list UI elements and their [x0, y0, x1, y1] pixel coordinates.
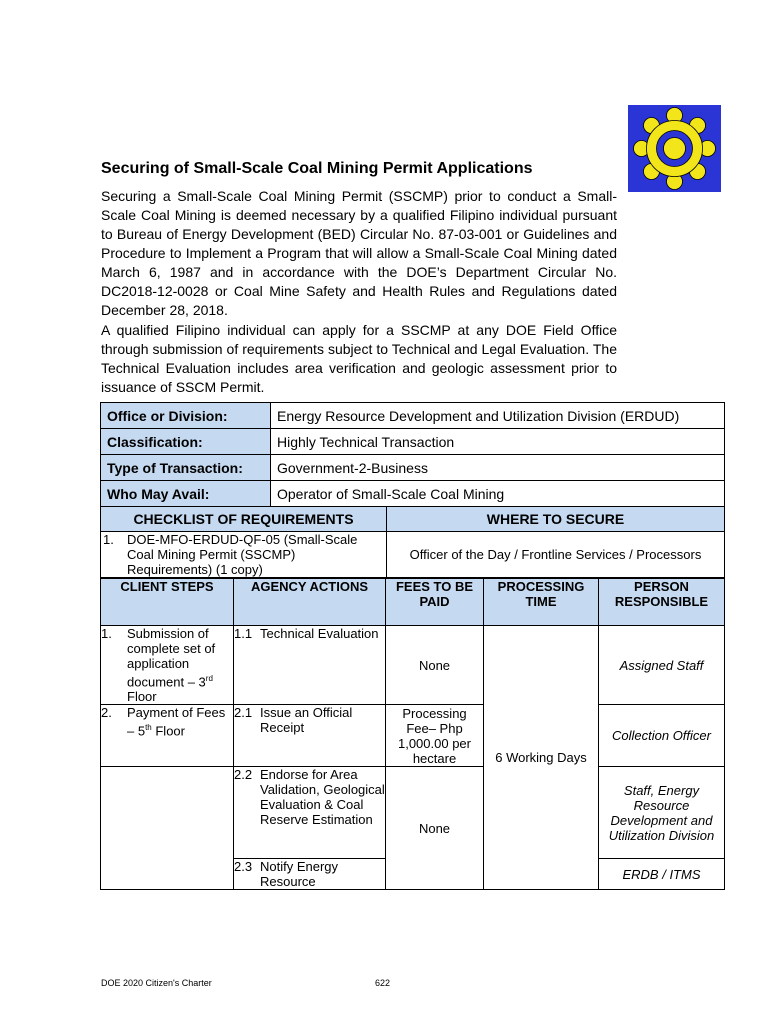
info-row-type — [101, 455, 725, 481]
person-responsible-header: PERSON RESPONSIBLE — [599, 579, 725, 626]
action-number: 2.2 — [234, 767, 253, 783]
action-text: Endorse for Area Validation, Geological Evaluation & Coal Reserve Estimation — [260, 767, 385, 828]
type-label: Type of Transaction: — [101, 455, 271, 481]
agency-action-2-3 — [234, 859, 386, 890]
footer-charter-name: DOE 2020 Citizen's Charter — [101, 978, 212, 988]
classification-value: Highly Technical Transaction — [271, 429, 725, 455]
action-text: Issue an Official Receipt — [260, 705, 353, 736]
where-to-secure: Officer of the Day / Frontline Services / Processors — [387, 532, 725, 578]
footer-page-number: 622 — [375, 978, 391, 988]
step-sup: th — [145, 723, 152, 733]
table-row — [101, 532, 725, 578]
agency-action-2-1 — [234, 705, 386, 767]
processing-time-header: PROCESSING TIME — [484, 579, 599, 626]
action-number: 1.1 — [234, 626, 253, 641]
doe-seal-icon — [628, 105, 721, 192]
who-value: Operator of Small-Scale Coal Mining — [271, 481, 725, 507]
client-step-1 — [101, 626, 234, 705]
step-number: 2. — [101, 705, 112, 721]
who-label: Who May Avail: — [101, 481, 271, 507]
step-tail: Floor — [151, 723, 185, 739]
fee-3: None — [386, 767, 484, 890]
page-title: Securing of Small-Scale Coal Mining Permit Applications — [101, 160, 533, 177]
table-row — [101, 626, 725, 705]
processing-time: 6 Working Days — [484, 626, 599, 890]
checklist-header: CHECKLIST OF REQUIREMENTS — [101, 507, 387, 532]
client-steps-header: CLIENT STEPS — [101, 579, 234, 626]
person-1: Assigned Staff — [599, 626, 725, 705]
office-label: Office or Division: — [101, 403, 271, 429]
type-value: Government-2-Business — [271, 455, 725, 481]
client-step-empty — [101, 767, 234, 890]
agency-action-1-1 — [234, 626, 386, 705]
service-info-table — [100, 402, 725, 507]
requirement-text: DOE-MFO-ERDUD-QF-05 (Small-Scale Coal Mining Permit (SSCMP) Requirements) (1 copy) — [127, 532, 358, 577]
person-4: ERDB / ITMS — [599, 859, 725, 890]
fee-1: None — [386, 626, 484, 705]
requirement-item — [101, 532, 387, 578]
step-sup: rd — [205, 674, 213, 683]
action-text: Notify Energy Resource — [260, 859, 339, 890]
client-steps-table — [100, 578, 725, 890]
table-row — [101, 767, 725, 859]
intro-paragraph-1: Securing a Small-Scale Coal Mining Permit (SSCMP) prior to conduct a Small-Scale Coal Mining is deemed necessary by a qualified Filipino individual pursuant to Bureau of Energy Development (BED) Circular No. 87-03-001 or Guidelines and Procedure to Implement a Program that will allow a Small-Scale Coal Mining dated March 6, 1987 and in accordance with the DOE’s Department Circular No. DC2018-12-0028 or Coal Mine Safety and Health Rules and Regulations dated December 28, 2018. — [101, 188, 617, 318]
classification-label: Classification: — [101, 429, 271, 455]
action-number: 2.3 — [234, 859, 253, 875]
step-tail: Floor — [127, 689, 157, 705]
info-row-classification — [101, 429, 725, 455]
agency-actions-header: AGENCY ACTIONS — [234, 579, 386, 626]
requirement-number: 1. — [103, 532, 114, 547]
table-row — [101, 705, 725, 767]
action-text: Technical Evaluation — [260, 626, 379, 641]
person-3: Staff, Energy Resource Development and Utilization Division — [599, 767, 725, 859]
agency-action-2-2 — [234, 767, 386, 859]
action-number: 2.1 — [234, 705, 253, 721]
info-row-office — [101, 403, 725, 429]
person-2: Collection Officer — [599, 705, 725, 767]
doe-logo — [628, 105, 721, 192]
fees-header: FEES TO BE PAID — [386, 579, 484, 626]
info-row-who — [101, 481, 725, 507]
intro-paragraph-2: A qualified Filipino individual can apply for a SSCMP at any DOE Field Office through submission of requirements subject to Technical and Legal Evaluation. The Technical Evaluation includes area verification and geologic assessment prior to issuance of SSCM Permit. — [101, 322, 617, 395]
client-step-2 — [101, 705, 234, 767]
fee-2: Processing Fee– Php 1,000.00 per hectare — [386, 705, 484, 767]
step-text: Payment of Fees – 5 — [127, 705, 226, 739]
step-text: Submission of complete set of application document – 3 — [127, 626, 216, 690]
checklist-table — [100, 506, 725, 578]
where-header: WHERE TO SECURE — [387, 507, 725, 532]
step-number: 1. — [101, 626, 112, 641]
office-value: Energy Resource Development and Utilization Division (ERDUD) — [271, 403, 725, 429]
